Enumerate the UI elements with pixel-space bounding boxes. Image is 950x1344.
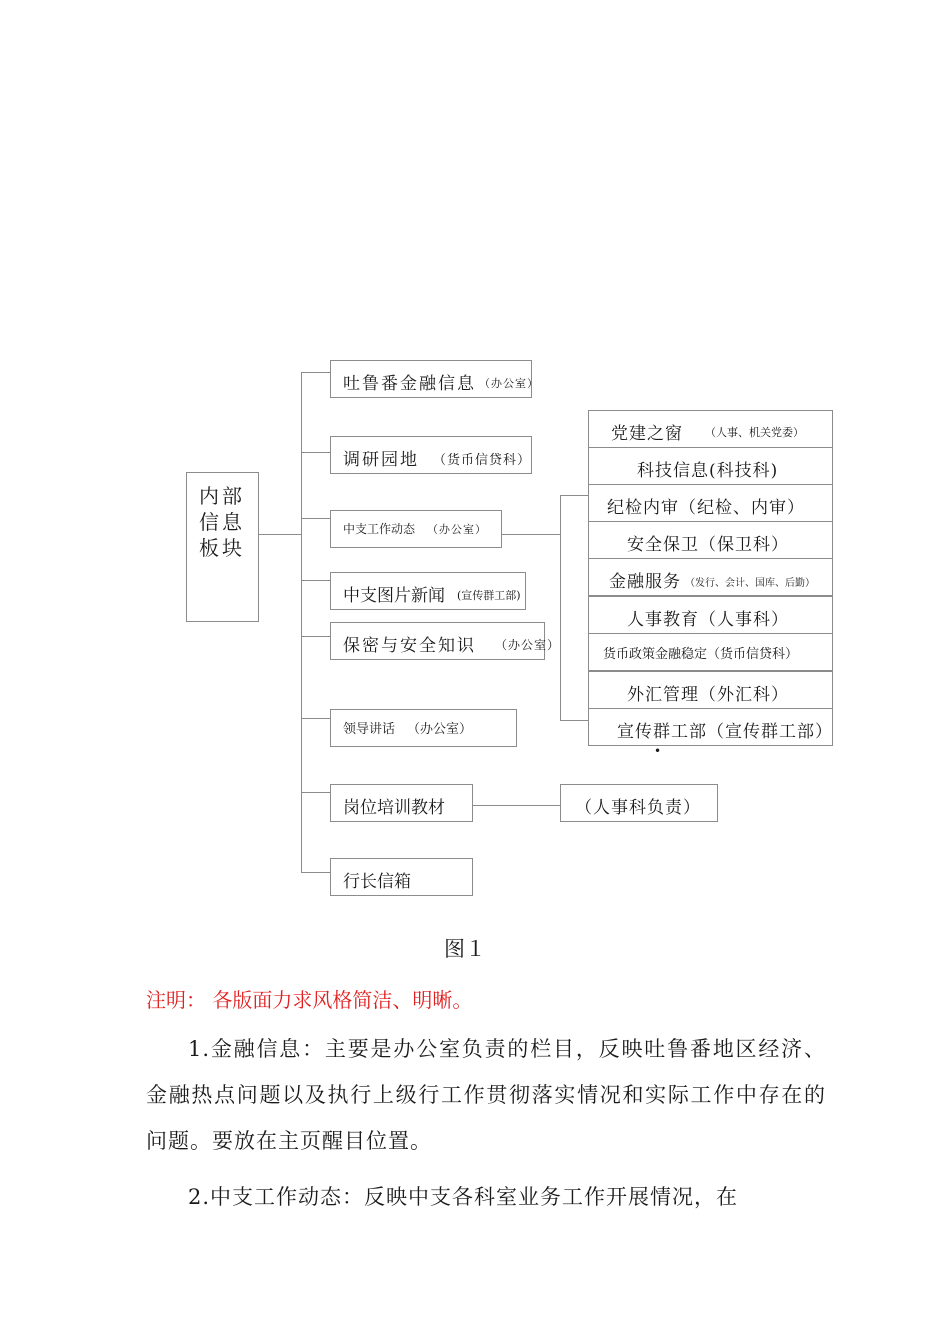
branch-mailbox bbox=[330, 858, 473, 896]
overflow-dot: • bbox=[654, 744, 662, 758]
figure-caption: 图１ bbox=[444, 937, 486, 961]
dynamics-connector bbox=[502, 534, 560, 535]
paragraph-2: 2.中支工作动态：反映中支各科室业务工作开展情况，在 bbox=[188, 1185, 739, 1209]
dynamic-item-label: 外汇管理（外汇科） bbox=[627, 685, 789, 705]
training-owner-label: （人事科负责） bbox=[575, 798, 701, 818]
branch-owner: (宣传群工部) bbox=[457, 589, 521, 602]
branch-tick bbox=[301, 518, 330, 519]
branch-leader-speech bbox=[330, 709, 517, 747]
branch-tick bbox=[301, 636, 330, 637]
root-box bbox=[186, 472, 259, 622]
branch-tick bbox=[301, 872, 330, 873]
dynamic-item-discipline bbox=[588, 484, 833, 522]
branch-tick bbox=[301, 718, 330, 719]
dynamic-item-owner: （人事、机关党委） bbox=[705, 426, 804, 439]
dynamic-item-publicity bbox=[588, 708, 833, 746]
dynamic-item-label: 党建之窗 bbox=[611, 424, 683, 444]
branch-research bbox=[330, 436, 532, 474]
style-note: 注明： 各版面力求风格简洁、明晰。 bbox=[146, 988, 473, 1012]
paragraph-1: 1.金融信息：主要是办公室负责的栏目，反映吐鲁番地区经济、金融热点问题以及执行上级行工作贯彻落实情况和实际工作中存在的问题。要放在主页醒目位置。 bbox=[146, 1037, 826, 1153]
dynamic-item-label: 纪检内审（纪检、内审） bbox=[607, 498, 805, 518]
root-label: 内部信息板块 bbox=[199, 484, 245, 560]
dynamic-item-label: 人事教育（人事科） bbox=[627, 610, 789, 630]
branch-tick bbox=[301, 452, 330, 453]
branch-owner: （办公室） bbox=[479, 377, 539, 390]
branch-finance-info bbox=[330, 360, 539, 398]
dynamic-item-finance-service bbox=[588, 558, 833, 596]
dynamic-item-label: 金融服务 bbox=[609, 572, 681, 592]
branch-owner: （办公室） bbox=[427, 523, 487, 536]
training-owner-box bbox=[560, 784, 718, 822]
right-column-line bbox=[560, 495, 561, 720]
branch-label: 保密与安全知识 bbox=[343, 636, 476, 656]
branch-label: 吐鲁番金融信息 bbox=[343, 374, 476, 394]
dynamic-item-monetary bbox=[588, 633, 833, 671]
trunk-line bbox=[301, 372, 302, 872]
branch-tick bbox=[301, 372, 330, 373]
branch-label: 行长信箱 bbox=[343, 872, 411, 892]
dynamic-item-hr bbox=[588, 596, 833, 634]
branch-owner: （办公室） bbox=[495, 638, 561, 652]
branch-label: 岗位培训教材 bbox=[343, 798, 445, 818]
branch-security bbox=[330, 622, 561, 660]
branch-label: 领导讲话 bbox=[343, 722, 396, 737]
branch-tick bbox=[301, 580, 330, 581]
dynamic-item-label: 货币政策金融稳定（货币信贷科） bbox=[603, 647, 799, 662]
root-connector bbox=[259, 534, 301, 535]
dynamic-item-tech bbox=[588, 447, 833, 485]
right-tick bbox=[560, 495, 588, 496]
branch-training bbox=[330, 784, 473, 822]
branch-photo-news bbox=[330, 572, 526, 610]
dynamic-item-label: 科技信息(科技科) bbox=[637, 461, 779, 481]
branch-owner: （货币信贷科） bbox=[433, 453, 532, 468]
dynamic-item-owner: （发行、会计、国库、后勤） bbox=[685, 578, 815, 589]
dynamic-item-party bbox=[588, 410, 833, 448]
branch-work-dynamics bbox=[330, 510, 502, 548]
dynamic-item-safety bbox=[588, 521, 833, 559]
branch-label: 调研园地 bbox=[343, 450, 419, 470]
dynamic-item-label: 宣传群工部（宣传群工部） bbox=[617, 722, 833, 742]
training-connector bbox=[473, 805, 561, 806]
dynamic-item-forex bbox=[588, 671, 833, 709]
branch-label: 中支图片新闻 bbox=[343, 586, 445, 606]
branch-owner: （办公室） bbox=[407, 722, 473, 737]
right-tick bbox=[560, 720, 588, 721]
dynamic-item-label: 安全保卫（保卫科） bbox=[627, 535, 789, 555]
branch-tick bbox=[301, 792, 330, 793]
branch-label: 中支工作动态 bbox=[343, 522, 416, 536]
